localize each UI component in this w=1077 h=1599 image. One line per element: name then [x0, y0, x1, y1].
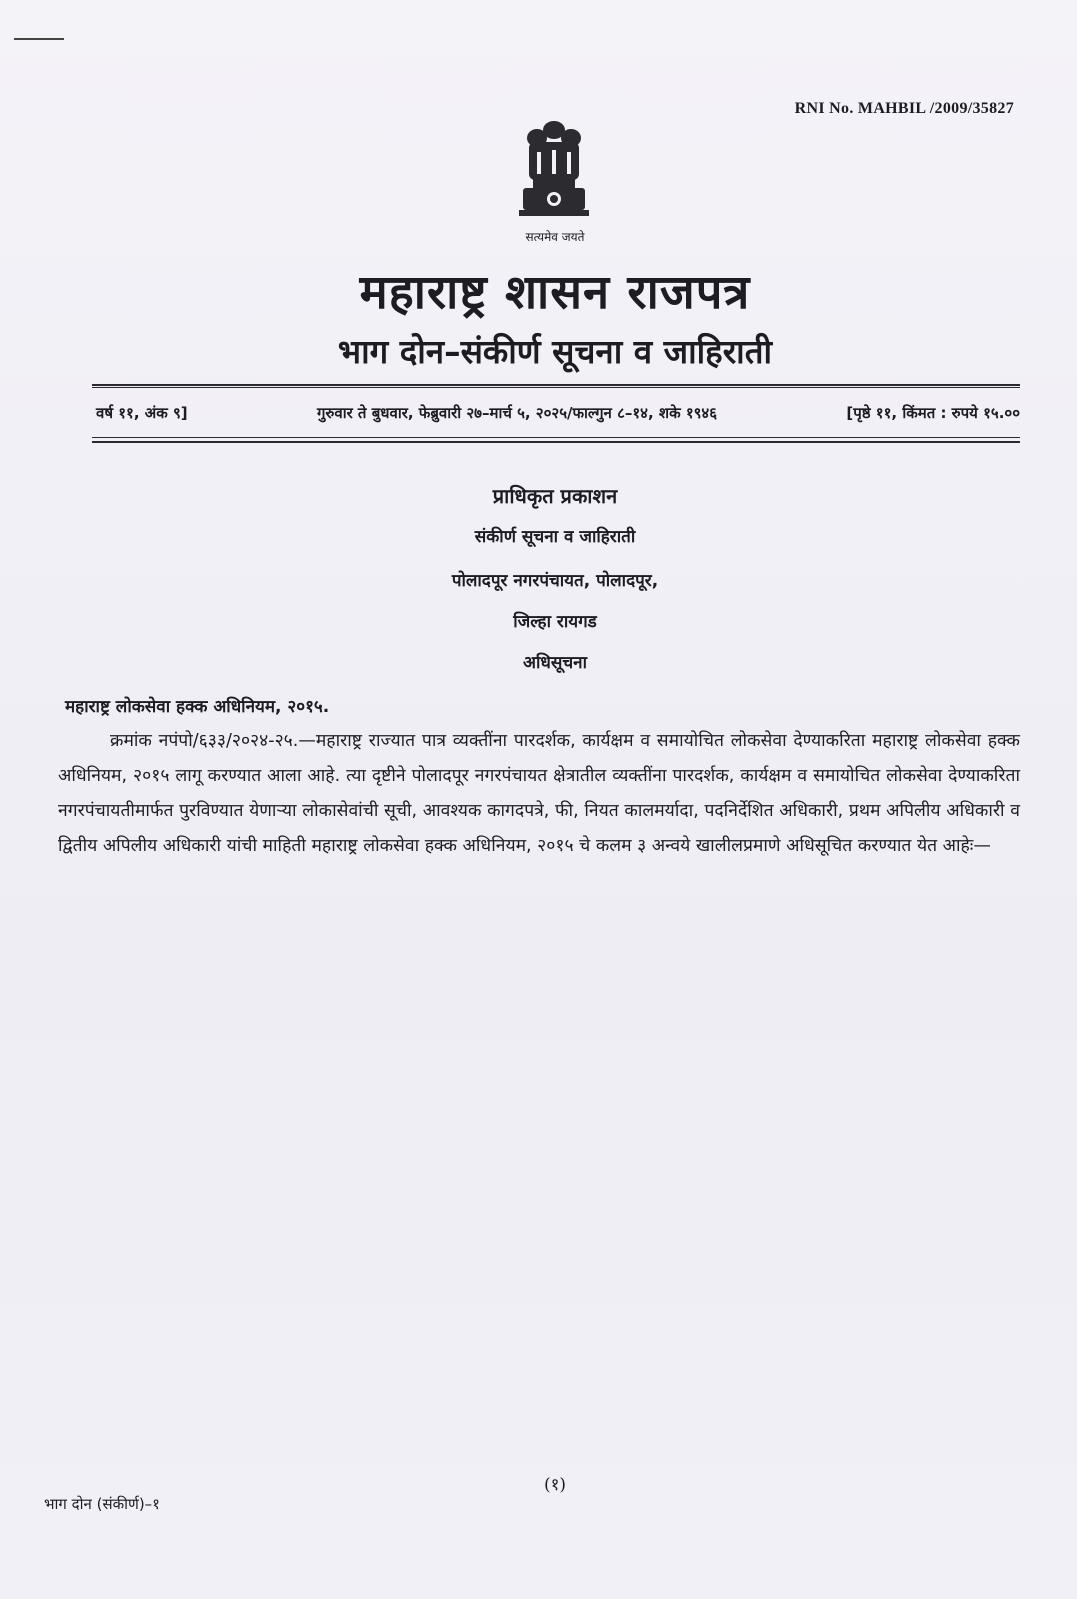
corner-mark	[14, 38, 64, 40]
issue-line	[96, 403, 1020, 423]
divider	[92, 384, 1020, 386]
section-label: भाग दोन (संकीर्ण)–१	[44, 1495, 160, 1513]
publication-district: जिल्हा रायगड	[513, 612, 597, 632]
rni-number: RNI No. MAHBIL /2009/35827	[794, 100, 1014, 117]
act-title: महाराष्ट्र लोकसेवा हक्क अधिनियम, २०१५.	[65, 697, 330, 717]
gazette-subtitle: भाग दोन–संकीर्ण सूचना व जाहिराती	[337, 332, 773, 371]
emblem-motto: सत्यमेव जयते	[525, 230, 585, 244]
issue-pages-price: [पृष्ठे ११, किंमत : रुपये १५.००	[846, 404, 1020, 422]
issue-volume: वर्ष ११, अंक ९]	[96, 404, 188, 422]
gazette-title: महाराष्ट्र शासन राजपत्र	[359, 265, 751, 320]
publication-category: संकीर्ण सूचना व जाहिराती	[474, 527, 636, 547]
publication-heading: प्राधिकृत प्रकाशन	[492, 484, 618, 508]
notice-paragraph: क्रमांक नपंपो/६३३/२०२४-२५.—महाराष्ट्र राज्यात पात्र व्यक्तींना पारदर्शक, कार्यक्षम व समायोचित लोकसेवा देण्याकरिता महाराष्ट्र लोकसेवा हक्क अधिनियम, २०१५ लागू करण्यात आला आहे. त्या दृष्टीने पोलादपूर नगरपंचायत क्षेत्रातील व्यक्तींना पारदर्शक, कार्यक्षम व समायोचित लोकसेवा देण्याकरिता नगरपंचायतीमार्फत पुरविण्यात येणाऱ्या लोकासेवांची सूची, आवश्यक कागदपत्रे, फी, नियत कालमर्यादा, पदनिर्देशित अधिकारी, प्रथम अपिलीय अधिकारी व द्वितीय अपिलीय अधिकारी यांची माहिती महाराष्ट्र लोकसेवा हक्क अधिनियम, २०१५ चे कलम ३ अन्वये खालीलप्रमाणे अधिसूचित करण्यात येत आहेः—	[58, 731, 1020, 856]
national-emblem-icon	[509, 112, 599, 242]
issue-date: गुरुवार ते बुधवार, फेब्रुवारी २७–मार्च ५, २०२५/फाल्गुन ८–१४, शके १९४६	[316, 404, 718, 422]
page-number: (१)	[543, 1475, 567, 1495]
notice-type: अधिसूचना	[523, 653, 587, 673]
divider	[92, 387, 1020, 388]
divider	[92, 441, 1020, 443]
publication-office: पोलादपूर नगरपंचायत, पोलादपूर,	[451, 571, 659, 591]
divider	[92, 437, 1020, 438]
